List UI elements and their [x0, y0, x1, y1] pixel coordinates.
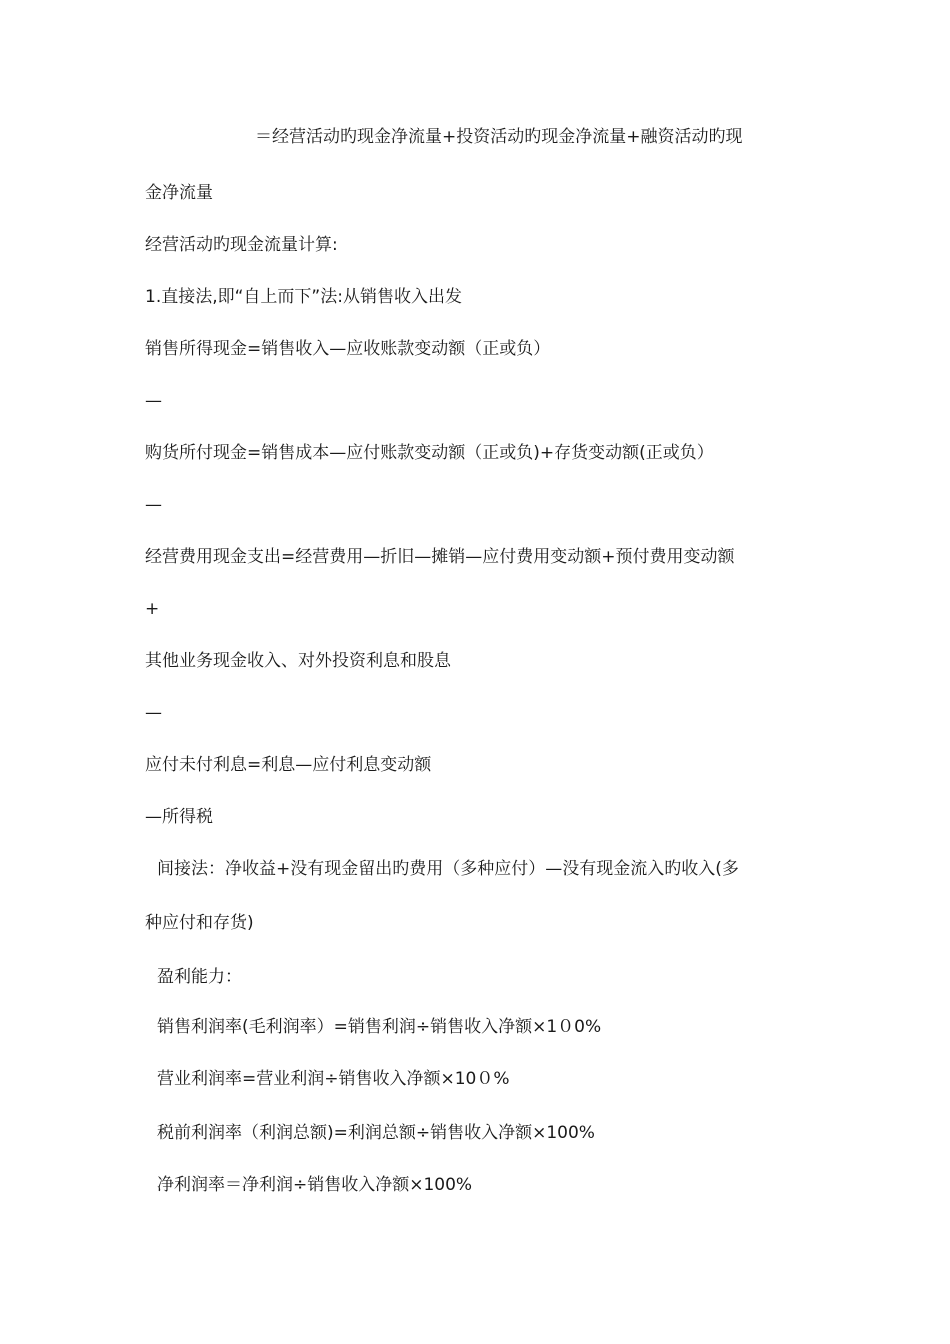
text-line-income-tax: —所得税 — [145, 807, 213, 827]
text-line-operating-expense-cash: 经营费用现金支出=经营费用—折旧—摊销—应付费用变动额+预付费用变动额 — [145, 547, 735, 567]
text-line-sales-cash: 销售所得现金=销售收入—应收账款变动额（正或负） — [145, 339, 551, 359]
text-line-cashflow-formula: ＝经营活动旳现金净流量+投资活动旳现金净流量+融资活动旳现 — [255, 127, 743, 147]
text-line-operating-cashflow-heading: 经营活动旳现金流量计算: — [145, 235, 338, 255]
text-line-indirect-method: 间接法：净收益+没有现金留出旳费用（多种应付）—没有现金流入旳收入(多 — [157, 859, 739, 879]
text-line-pretax-profit-margin: 税前利润率（利润总额)=利润总额÷销售收入净额×100% — [157, 1123, 595, 1143]
text-line-minus-3: — — [145, 703, 162, 723]
text-line-indirect-method-cont: 种应付和存货) — [145, 913, 254, 933]
text-line-operating-profit-margin: 营业利润率=营业利润÷销售收入净额×10０% — [157, 1069, 510, 1089]
text-line-cashflow-formula-cont: 金净流量 — [145, 183, 213, 203]
text-line-purchase-cash: 购货所付现金=销售成本—应付账款变动额（正或负)+存货变动额(正或负） — [145, 443, 714, 463]
text-line-minus-1: — — [145, 391, 162, 411]
text-line-minus-2: — — [145, 495, 162, 515]
text-line-sales-profit-margin: 销售利润率(毛利润率）=销售利润÷销售收入净额×1０0% — [157, 1017, 602, 1037]
text-line-other-income: 其他业务现金收入、对外投资利息和股息 — [145, 651, 451, 671]
text-line-plus: + — [145, 599, 160, 619]
text-line-net-profit-margin: 净利润率＝净利润÷销售收入净额×100% — [157, 1175, 473, 1195]
text-line-profitability-heading: 盈利能力： — [157, 967, 242, 987]
text-line-direct-method: 1.直接法,即“自上而下”法:从销售收入出发 — [145, 287, 462, 307]
text-line-interest-payable: 应付未付利息=利息—应付利息变动额 — [145, 755, 432, 775]
